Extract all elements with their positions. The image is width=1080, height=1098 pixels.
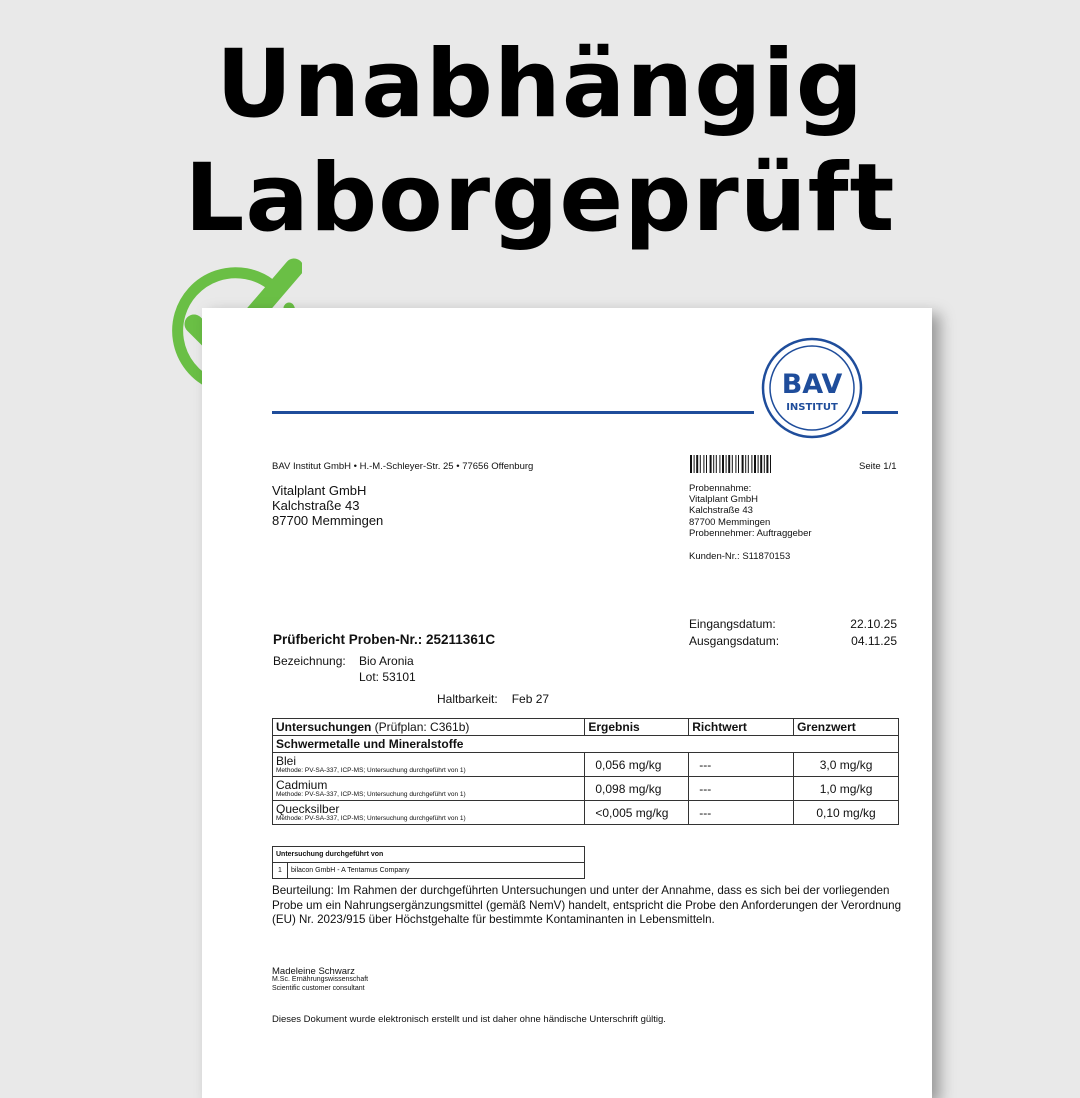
table-row — [273, 753, 899, 777]
richtwert-value: --- — [689, 801, 794, 825]
barcode-bar — [735, 455, 736, 473]
page-number: Seite 1/1 — [859, 461, 897, 472]
analyte-method: Methode: PV-SA-337, ICP-MS; Untersuchung durchgeführt von 1) — [276, 766, 466, 774]
barcode-bar — [766, 455, 768, 473]
header-grenzwert: Grenzwert — [794, 719, 899, 736]
probennahme-street: Kalchstraße 43 — [689, 505, 753, 517]
signer-name: Madeleine Schwarz — [272, 966, 355, 977]
barcode-bar — [694, 455, 695, 473]
logo-subtext: INSTITUT — [786, 402, 838, 413]
signature-block — [272, 967, 368, 993]
headline-line-2: Laborgeprüft — [184, 144, 896, 253]
eingang-label: Eingangsdatum: — [689, 617, 776, 631]
report-title: Prüfbericht Proben-Nr.: 25211361C — [273, 632, 496, 647]
bezeichnung-value: Bio Aronia — [359, 654, 414, 668]
haltbarkeit-label: Haltbarkeit: — [437, 692, 498, 706]
lab-report-document — [202, 308, 932, 1098]
lab-name: bilacon GmbH - A Tentamus Company — [288, 863, 585, 879]
barcode-bar — [728, 455, 730, 473]
barcode-bar — [770, 455, 771, 473]
header-pruefplan: (Prüfplan: C361b) — [371, 720, 470, 734]
recipient-address — [272, 483, 383, 528]
analyte-name: Quecksilber — [276, 801, 340, 816]
haltbarkeit-value: Feb 27 — [511, 692, 550, 706]
probennahme-label: Probennahme: — [689, 483, 752, 494]
recipient-street: Kalchstraße 43 — [272, 498, 360, 513]
sender-line: BAV Institut GmbH • H.-M.-Schleyer-Str. 25 • 77656 Offenburg — [272, 461, 534, 472]
haltbarkeit-row — [437, 692, 549, 706]
barcode-bar — [754, 455, 756, 473]
grenzwert-value: 3,0 mg/kg — [794, 753, 899, 777]
footer-note: Dieses Dokument wurde elektronisch erstellt und ist daher ohne händische Unterschrift gültig. — [272, 1014, 666, 1025]
analyte-method: Methode: PV-SA-337, ICP-MS; Untersuchung durchgeführt von 1) — [276, 790, 466, 798]
barcode-bar — [742, 455, 744, 473]
barcode-bar — [710, 455, 712, 473]
ausgang-value: 04.11.25 — [851, 634, 897, 648]
barcode-bar — [764, 455, 765, 473]
bezeichnung-row — [273, 653, 414, 670]
analyte-name: Cadmium — [276, 777, 328, 792]
barcode — [690, 455, 816, 473]
probennahme-block — [689, 483, 812, 539]
barcode-bar — [751, 455, 752, 473]
headline-line-1: Unabhängig — [215, 30, 865, 139]
barcode-bar — [719, 455, 720, 473]
beurteilung-text: Beurteilung: Im Rahmen der durchgeführten Untersuchungen und unter der Annahme, dass es sich bei der vorliegenden Probe um ein Nahrungsergänzungsmittel (gemäß NemV) handelt, entspricht die Probe den Anforderungen der Verordnung (EU) Nr. 2023/915 über Höchstgehalte für bestimmte Kontaminanten in Lebensmitteln. — [272, 884, 902, 926]
barcode-bar — [696, 455, 698, 473]
results-header-row — [273, 719, 899, 736]
header-rule-left — [272, 411, 754, 414]
probennahme-name: Vitalplant GmbH — [689, 494, 758, 506]
lab-table — [272, 846, 585, 879]
barcode-bar — [758, 455, 759, 473]
lab-number: 1 — [273, 863, 288, 879]
dates-block — [689, 616, 897, 650]
barcode-bar — [726, 455, 727, 473]
result-value: 0,098 mg/kg — [585, 777, 689, 801]
signer-role: Scientific customer consultant — [272, 984, 365, 992]
barcode-bar — [748, 455, 749, 473]
probennehmer: Probennehmer: Auftraggeber — [689, 527, 812, 539]
table-row — [273, 801, 899, 825]
barcode-bar — [722, 455, 724, 473]
kunden-nr: Kunden-Nr.: S11870153 — [689, 551, 791, 562]
section-row — [273, 736, 899, 753]
header-untersuchungen: Untersuchungen (Prüfplan: C361b) — [273, 719, 585, 736]
barcode-bar — [745, 455, 746, 473]
barcode-bar — [738, 455, 739, 473]
barcode-bar — [703, 455, 704, 473]
barcode-bar — [700, 455, 701, 473]
recipient-city: 87700 Memmingen — [272, 513, 384, 528]
logo-text: BAV — [781, 369, 843, 400]
header-rule-right — [862, 411, 898, 414]
result-value: 0,056 mg/kg — [585, 753, 689, 777]
bav-institut-logo — [760, 336, 864, 440]
barcode-bar — [732, 455, 733, 473]
probennahme-city: 87700 Memmingen — [689, 516, 771, 528]
grenzwert-value: 1,0 mg/kg — [794, 777, 899, 801]
result-value: <0,005 mg/kg — [585, 801, 689, 825]
results-table — [272, 718, 899, 825]
barcode-bar — [760, 455, 762, 473]
ausgang-label: Ausgangsdatum: — [689, 634, 780, 648]
recipient-name: Vitalplant GmbH — [272, 483, 367, 498]
analyte-method: Methode: PV-SA-337, ICP-MS; Untersuchung durchgeführt von 1) — [276, 814, 466, 822]
signer-degree: M.Sc. Ernährungswissenschaft — [272, 976, 369, 983]
header-ergebnis: Ergebnis — [585, 719, 689, 736]
header-richtwert: Richtwert — [689, 719, 794, 736]
bezeichnung-label: Bezeichnung: — [273, 654, 346, 668]
barcode-bar — [706, 455, 707, 473]
barcode-bar — [716, 455, 717, 473]
table-row — [273, 863, 585, 879]
lot-number: Lot: 53101 — [359, 670, 416, 684]
lab-table-header: Untersuchung durchgeführt von — [273, 847, 585, 863]
section-title: Schwermetalle und Mineralstoffe — [273, 736, 899, 753]
analyte-name: Blei — [276, 753, 297, 768]
richtwert-value: --- — [689, 777, 794, 801]
barcode-bar — [690, 455, 692, 473]
richtwert-value: --- — [689, 753, 794, 777]
barcode-bar — [713, 455, 714, 473]
table-row — [273, 777, 899, 801]
grenzwert-value: 0,10 mg/kg — [794, 801, 899, 825]
eingang-value: 22.10.25 — [850, 617, 897, 631]
